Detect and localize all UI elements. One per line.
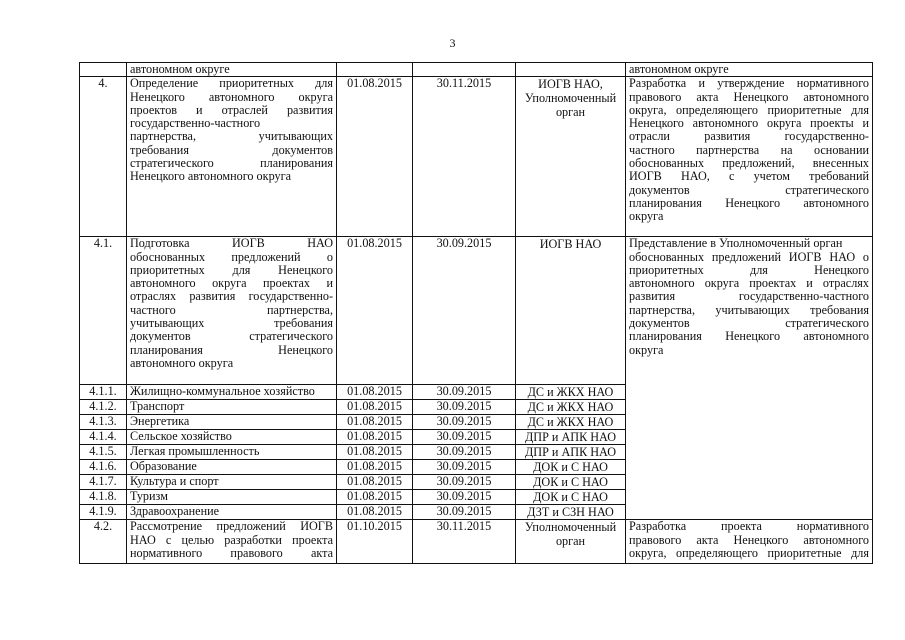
cell-org (516, 63, 626, 77)
cell-start: 01.08.2015 (337, 460, 413, 475)
cell-num: 4.1.7. (80, 475, 127, 490)
cell-num: 4.1.3. (80, 415, 127, 430)
cell-org: ДЗТ и СЗН НАО (516, 505, 626, 520)
cell-end: 30.09.2015 (413, 415, 516, 430)
cell-start: 01.08.2015 (337, 490, 413, 505)
page-number: 3 (449, 36, 456, 50)
cell-end: 30.11.2015 (413, 77, 516, 237)
cell-end: 30.09.2015 (413, 430, 516, 445)
cell-start: 01.08.2015 (337, 77, 413, 237)
cell-end: 30.09.2015 (413, 505, 516, 520)
cell-description: Энергетика (127, 415, 337, 430)
cell-num: 4.2. (80, 520, 127, 564)
cell-num: 4.1.2. (80, 400, 127, 415)
cell-num (80, 63, 127, 77)
cell-start: 01.08.2015 (337, 237, 413, 385)
plan-table (79, 62, 873, 564)
table-row-4-2 (80, 520, 873, 564)
cell-start: 01.08.2015 (337, 415, 413, 430)
cell-num: 4.1.6. (80, 460, 127, 475)
cell-org: ДС и ЖКХ НАО (516, 415, 626, 430)
cell-org: ДОК и С НАО (516, 460, 626, 475)
cell-end (413, 63, 516, 77)
cell-description: Жилищно-коммунальное хозяйство (127, 385, 337, 400)
cell-end: 30.09.2015 (413, 475, 516, 490)
cell-description: Образование (127, 460, 337, 475)
cell-num: 4.1.1. (80, 385, 127, 400)
cell-org: ДПР и АПК НАО (516, 445, 626, 460)
cell-org: ДОК и С НАО (516, 475, 626, 490)
cell-description: Подготовка ИОГВ НАО обоснованных предложений о приоритетных для Ненецкого автономного округа проектах и отраслях развития государственно- частного партнерства, учитывающих требования документов стратегического планирования Ненецкого автономного округа (127, 237, 337, 385)
cell-org: ИОГВ НАО (516, 237, 626, 385)
table-row-continuation (80, 63, 873, 77)
cell-result: Разработка проекта нормативного правового акта Ненецкого автономного округа, определяющего приоритетные для (626, 520, 873, 564)
cell-start: 01.08.2015 (337, 505, 413, 520)
cell-num: 4.1.4. (80, 430, 127, 445)
cell-end: 30.11.2015 (413, 520, 516, 564)
cell-start: 01.08.2015 (337, 385, 413, 400)
cell-org: ИОГВ НАО, Уполномоченный орган (516, 77, 626, 237)
cell-start: 01.08.2015 (337, 475, 413, 490)
cell-org: ДС и ЖКХ НАО (516, 400, 626, 415)
cell-description: Культура и спорт (127, 475, 337, 490)
cell-end: 30.09.2015 (413, 385, 516, 400)
cell-end: 30.09.2015 (413, 237, 516, 385)
cell-org: ДС и ЖКХ НАО (516, 385, 626, 400)
cell-end: 30.09.2015 (413, 490, 516, 505)
table-row-4 (80, 77, 873, 237)
cell-description: автономном округе (127, 63, 337, 77)
cell-description: Определение приоритетных для Ненецкого автономного округа проектов и отраслей развития государственно-частного партнерства, учитывающих требования документов стратегического планирования Ненецкого автономного округа (127, 77, 337, 237)
cell-start: 01.08.2015 (337, 430, 413, 445)
cell-num: 4.1.8. (80, 490, 127, 505)
cell-org: Уполномоченный орган (516, 520, 626, 564)
cell-end: 30.09.2015 (413, 460, 516, 475)
table-row-4-1 (80, 237, 873, 385)
cell-description: Туризм (127, 490, 337, 505)
cell-start: 01.08.2015 (337, 445, 413, 460)
cell-num: 4. (80, 77, 127, 237)
cell-description: Легкая промышленность (127, 445, 337, 460)
cell-result: Представление в Уполномоченный орган обоснованных предложений ИОГВ НАО о приоритетных для Ненецкого автономного округа проектах и отраслях развития государственно-частного партнерства, учитывающих требования документов стратегического планирования Ненецкого автономного округа (626, 237, 873, 520)
cell-start: 01.08.2015 (337, 400, 413, 415)
cell-num: 4.1.9. (80, 505, 127, 520)
cell-end: 30.09.2015 (413, 445, 516, 460)
cell-result: автономном округе (626, 63, 873, 77)
cell-start (337, 63, 413, 77)
cell-org: ДОК и С НАО (516, 490, 626, 505)
cell-end: 30.09.2015 (413, 400, 516, 415)
cell-result: Разработка и утверждение нормативного правового акта Ненецкого автономного округа, определяющего приоритетные для Ненецкого автономного округа проекты и отрасли развития государственно- частного партнерства на основании обоснованных предложений, внесенных ИОГВ НАО, с учетом требований документов стратегического планирования Ненецкого автономного округа (626, 77, 873, 237)
cell-num: 4.1. (80, 237, 127, 385)
cell-num: 4.1.5. (80, 445, 127, 460)
cell-description: Здравоохранение (127, 505, 337, 520)
cell-org: ДПР и АПК НАО (516, 430, 626, 445)
cell-description: Транспорт (127, 400, 337, 415)
cell-description: Рассмотрение предложений ИОГВ НАО с целью разработки проекта нормативного правового акта (127, 520, 337, 564)
cell-description: Сельское хозяйство (127, 430, 337, 445)
cell-start: 01.10.2015 (337, 520, 413, 564)
